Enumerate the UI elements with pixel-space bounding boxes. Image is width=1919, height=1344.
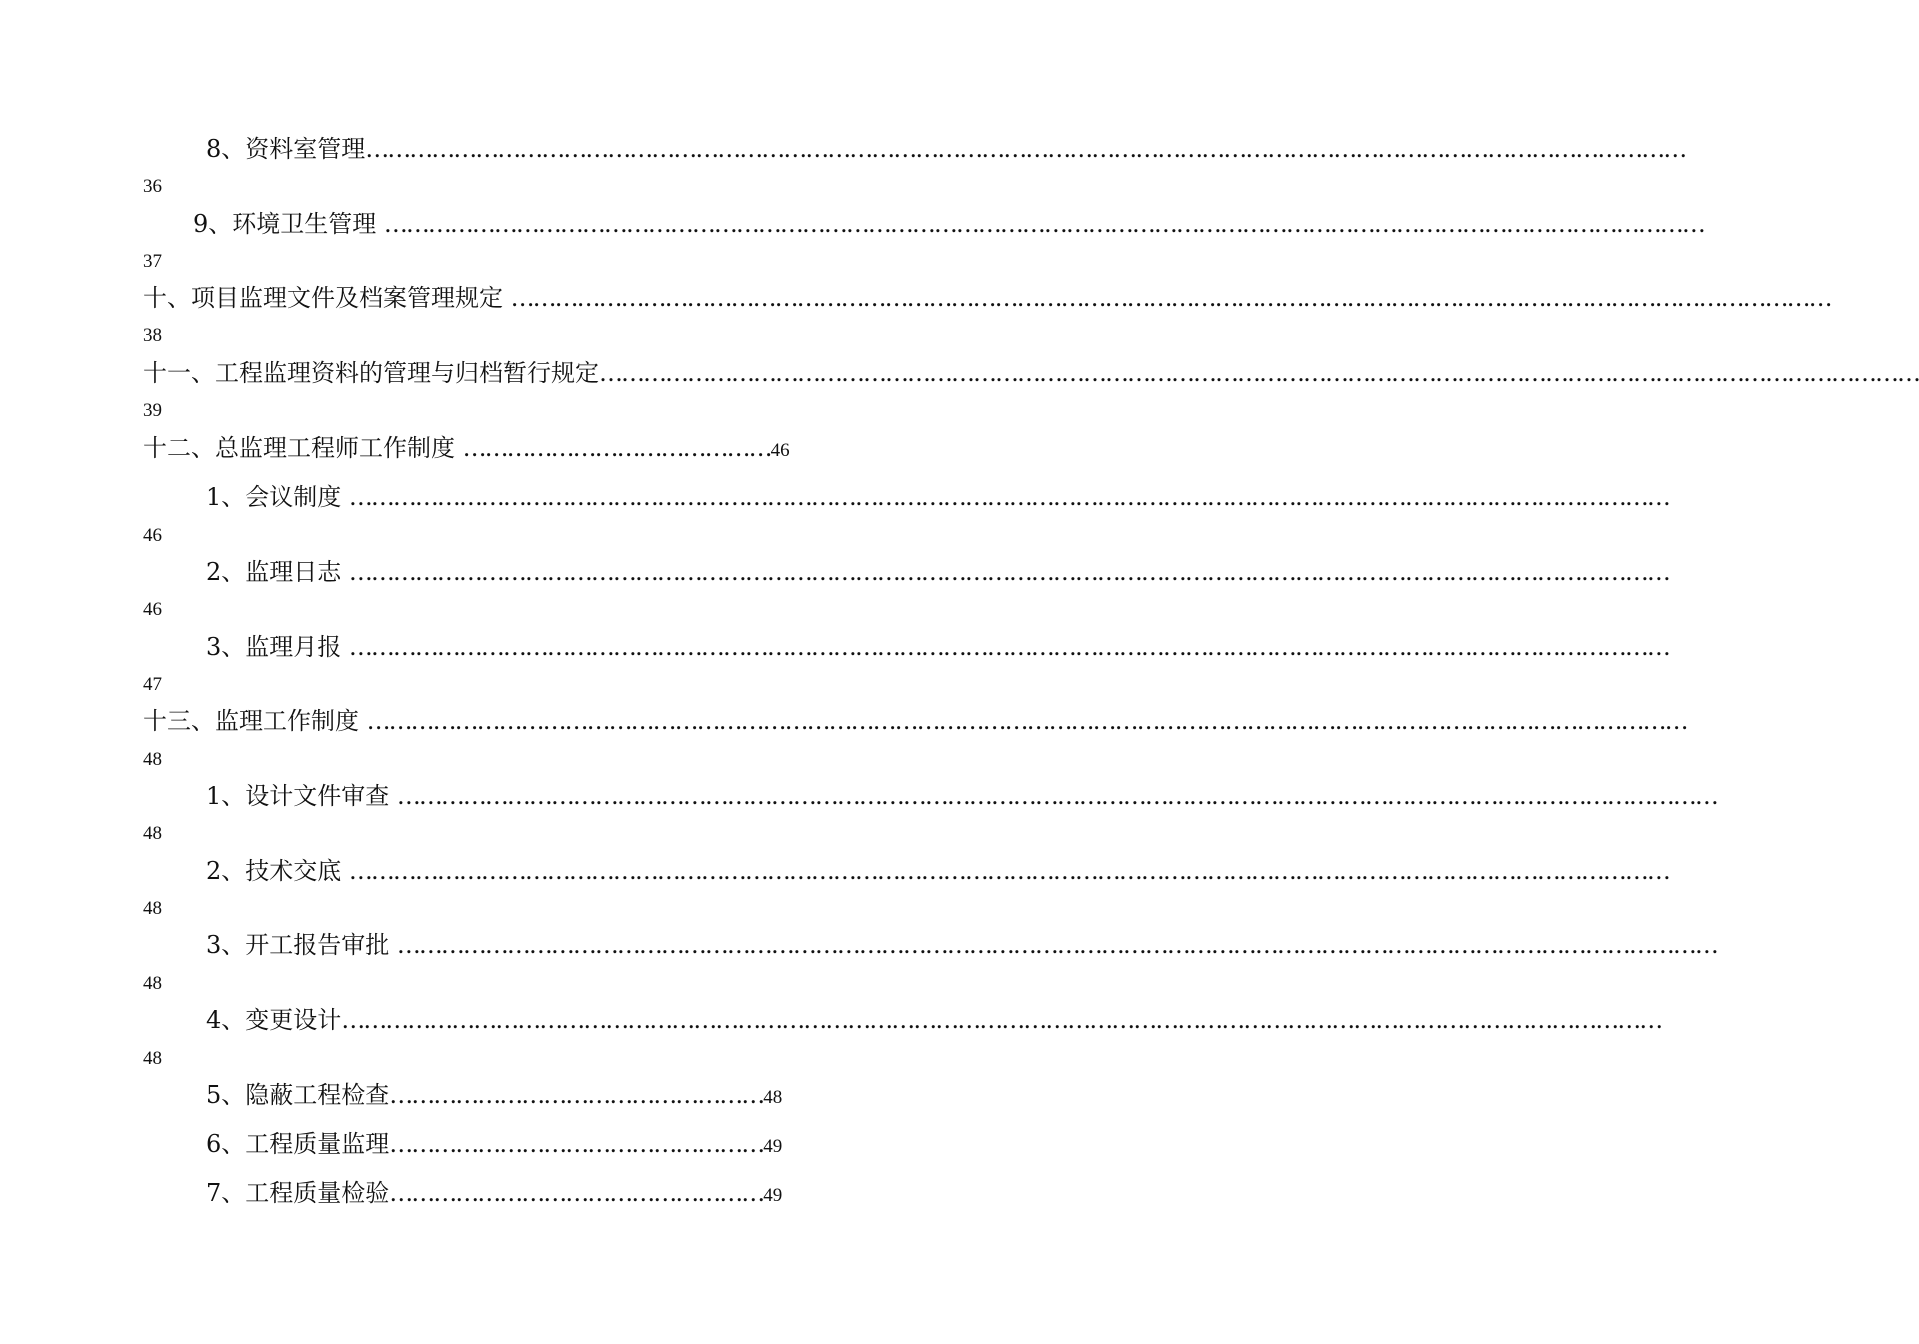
toc-page-number: 48 <box>143 749 162 770</box>
toc-page-number: 46 <box>143 599 162 620</box>
toc-entry[interactable] <box>206 557 1669 587</box>
dot-leader: ……………………………………………………………………………………………………………………………………………………………… <box>599 359 1919 387</box>
toc-entry[interactable] <box>193 209 1704 239</box>
dot-leader: ……………………………………………………………………………………………………………………………………………………………… <box>348 633 1669 661</box>
toc-entry[interactable] <box>143 433 790 463</box>
toc-page-number: 49 <box>763 1136 783 1157</box>
dot-leader: …………………………………………… <box>389 1179 764 1207</box>
toc-entry[interactable] <box>206 1005 1662 1035</box>
dot-leader: ……………………………………………………………………………………………………………………………………………………………… <box>383 210 1704 238</box>
toc-entry[interactable] <box>143 358 1919 388</box>
toc-page-number: 37 <box>143 251 162 272</box>
toc-entry[interactable] <box>206 1178 782 1208</box>
toc-page-number: 48 <box>143 898 162 919</box>
toc-page-number: 48 <box>143 973 162 994</box>
toc-entry-title: 十、项目监理文件及档案管理规定 <box>143 284 511 312</box>
toc-entry-title: 2、技术交底 <box>206 857 349 885</box>
toc-entry[interactable] <box>143 283 1831 313</box>
toc-entry-title: 十三、监理工作制度 <box>143 707 367 735</box>
toc-entry-title: 十二、总监理工程师工作制度 <box>143 434 463 462</box>
toc-page-number: 46 <box>770 440 790 461</box>
dot-leader: ……………………………………………………………………………………………………………………………………………………………… <box>348 558 1669 586</box>
dot-leader: ……………………………………………………………………………………………………………………………………………………………… <box>348 483 1669 511</box>
dot-leader: ……………………………………………………………………………………………………………………………………………………………… <box>366 707 1687 735</box>
toc-entry[interactable] <box>206 930 1717 960</box>
toc-entry-title: 8、资料室管理 <box>206 135 366 163</box>
toc-entry[interactable] <box>143 706 1687 736</box>
toc-page-number: 48 <box>763 1087 783 1108</box>
toc-page-number: 39 <box>143 400 162 421</box>
dot-leader: …………………………………… <box>462 434 771 462</box>
toc-entry-title: 7、工程质量检验 <box>206 1179 390 1207</box>
toc-page-number: 48 <box>143 823 162 844</box>
toc-entry-title: 3、监理月报 <box>206 633 349 661</box>
toc-page-number: 36 <box>143 176 162 197</box>
toc-entry-title: 9、环境卫生管理 <box>193 210 384 238</box>
toc-page-number: 47 <box>143 674 162 695</box>
toc-entry-title: 2、监理日志 <box>206 558 349 586</box>
toc-entry-title: 6、工程质量监理 <box>206 1130 390 1158</box>
dot-leader: …………………………………………… <box>389 1130 764 1158</box>
toc-entry-title: 3、开工报告审批 <box>206 931 397 959</box>
toc-page-number: 49 <box>763 1185 783 1206</box>
toc-page-number: 38 <box>143 325 162 346</box>
dot-leader: ……………………………………………………………………………………………………………………………………………………………… <box>396 931 1717 959</box>
dot-leader: ……………………………………………………………………………………………………………………………………………………………… <box>396 782 1717 810</box>
toc-entry-title: 1、设计文件审查 <box>206 782 397 810</box>
toc-page-number: 48 <box>143 1048 162 1069</box>
dot-leader: …………………………………………… <box>389 1081 764 1109</box>
toc-entry[interactable] <box>206 781 1717 811</box>
dot-leader: ……………………………………………………………………………………………………………………………………………………………… <box>348 857 1669 885</box>
toc-entry[interactable] <box>206 134 1686 164</box>
toc-entry[interactable] <box>206 632 1669 662</box>
toc-entry-title: 5、隐蔽工程检查 <box>206 1081 390 1109</box>
dot-leader: ……………………………………………………………………………………………………………………………………………………………… <box>510 284 1831 312</box>
toc-entry-title: 十一、工程监理资料的管理与归档暂行规定 <box>143 359 599 387</box>
toc-entry-title: 1、会议制度 <box>206 483 349 511</box>
dot-leader: ……………………………………………………………………………………………………………………………………………………………… <box>341 1006 1662 1034</box>
toc-entry[interactable] <box>206 1080 782 1110</box>
toc-entry[interactable] <box>206 1129 782 1159</box>
toc-entry[interactable] <box>206 482 1669 512</box>
dot-leader: ……………………………………………………………………………………………………………………………………………………………… <box>365 135 1686 163</box>
toc-entry[interactable] <box>206 856 1669 886</box>
toc-page-number: 46 <box>143 525 162 546</box>
toc-entry-title: 4、变更设计 <box>206 1006 342 1034</box>
